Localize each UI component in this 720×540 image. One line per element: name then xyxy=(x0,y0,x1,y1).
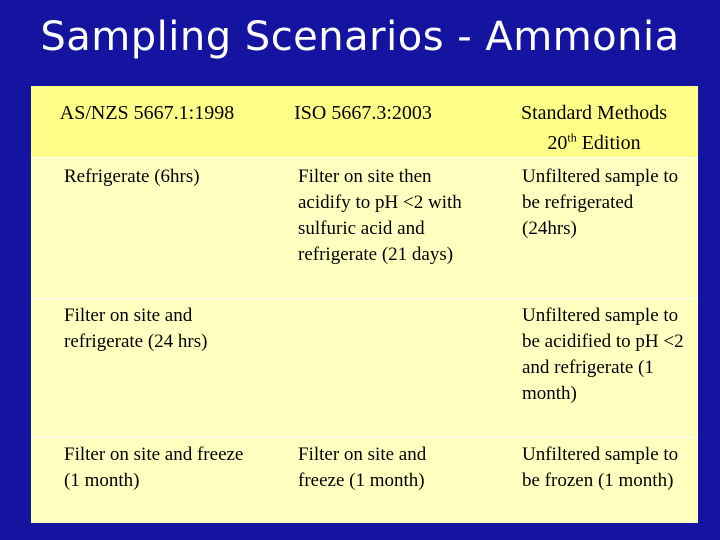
row-divider-3 xyxy=(31,437,698,438)
header-edition-suffix: th xyxy=(567,130,577,145)
header-standard-methods xyxy=(490,98,698,158)
table-cell: Unfiltered sample to be acidified to pH <2 and refrigerate (1 month) xyxy=(522,305,684,404)
row-divider-1 xyxy=(31,157,698,158)
table-cell: Filter on site and freeze (1 month) xyxy=(64,444,244,491)
slide-title: Sampling Scenarios - Ammonia xyxy=(40,14,680,60)
header-iso: ISO 5667.3:2003 xyxy=(294,102,432,124)
header-asnzs: AS/NZS 5667.1:1998 xyxy=(59,102,235,124)
header-edition-word: Edition xyxy=(581,132,641,154)
table-cell: Refrigerate (6hrs) xyxy=(64,166,200,187)
table-cell: Filter on site then acidify to pH <2 with sulfuric acid and refrigerate (21 days) xyxy=(298,166,462,265)
table-cell: Filter on site and freeze (1 month) xyxy=(298,444,427,491)
scenarios-table xyxy=(31,86,698,523)
table-cell: Unfiltered sample to be refrigerated (24hrs) xyxy=(522,166,679,239)
table-cell: Filter on site and refrigerate (24 hrs) xyxy=(64,305,208,352)
header-standard-methods-line1: Standard Methods xyxy=(520,102,668,124)
header-edition-number: 20 xyxy=(547,132,568,154)
table-cell: Unfiltered sample to be frozen (1 month) xyxy=(522,444,679,491)
row-divider-2 xyxy=(31,298,698,299)
